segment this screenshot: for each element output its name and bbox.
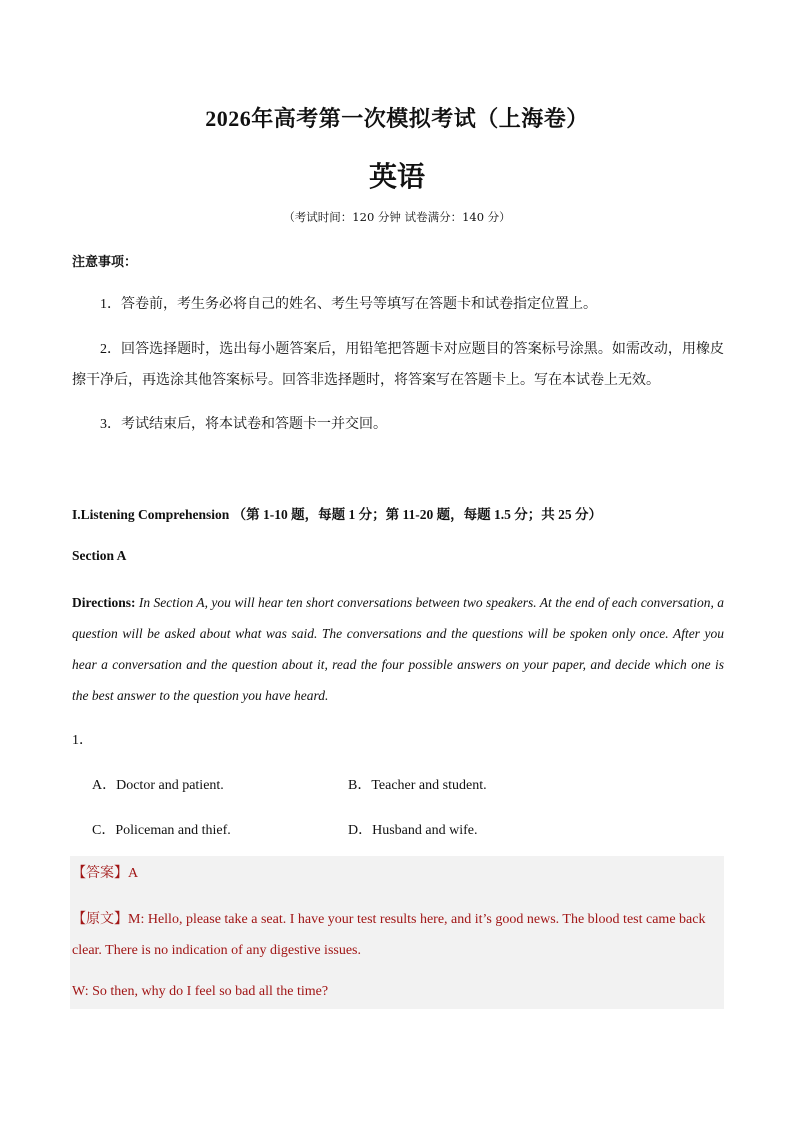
option-d: D．Husband and wife. bbox=[348, 823, 478, 838]
option-c: C．Policeman and thief. bbox=[92, 823, 231, 838]
notice-title: 注意事项： bbox=[72, 254, 138, 269]
notice-item-1: 1．答卷前，考生务必将自己的姓名、考生号等填写在答题卡和试卷指定位置上。 bbox=[100, 297, 597, 312]
question-number: 1． bbox=[72, 733, 93, 748]
original-text bbox=[72, 904, 720, 966]
dialogue-w-line: W: So then, why do I feel so bad all the time? bbox=[72, 984, 329, 999]
section-heading: I.Listening Comprehension （第 1-10 题，每题 1 分；第 11-20 题，每题 1.5 分；共 25 分） bbox=[72, 507, 603, 522]
original-label: 【原文】 bbox=[72, 912, 128, 927]
answer-line: 【答案】A bbox=[72, 866, 139, 881]
notice-item-2: 2．回答选择题时，选出每小题答案后，用铅笔把答题卡对应题目的答案标号涂黑。如需改动，用橡皮擦干净后，再选涂其他答案标号。回答非选择题时，将答案写在答题卡上。写在本试卷上无效。 bbox=[72, 342, 724, 388]
exam-info: （考试时间：120 分钟 试卷满分：140 分） bbox=[283, 210, 511, 224]
directions-label: Directions: bbox=[72, 595, 136, 610]
subject-title: 英语 bbox=[368, 162, 425, 193]
section-a-title: Section A bbox=[72, 548, 127, 563]
directions-paragraph bbox=[72, 587, 724, 711]
option-a: A．Doctor and patient. bbox=[92, 778, 224, 793]
notice-item-3: 3．考试结束后，将本试卷和答题卡一并交回。 bbox=[100, 417, 387, 432]
option-b: B．Teacher and student. bbox=[348, 778, 487, 793]
exam-title: 2026年高考第一次模拟考试（上海卷） bbox=[205, 106, 589, 131]
original-body: M: Hello, please take a seat. I have your test results here, and it’s good news. The blood test came back clear. There is no indication of any digestive issues. bbox=[72, 912, 706, 958]
directions-text: In Section A, you will hear ten short conversations between two speakers. At the end of each conversation, a question will be asked about what was said. The conversations and the questions will be spoken only once. After you hear a conversation and the question about it, read the four possible answers on your paper, and decide which one is the best answer to the question you have heard. bbox=[72, 595, 724, 703]
